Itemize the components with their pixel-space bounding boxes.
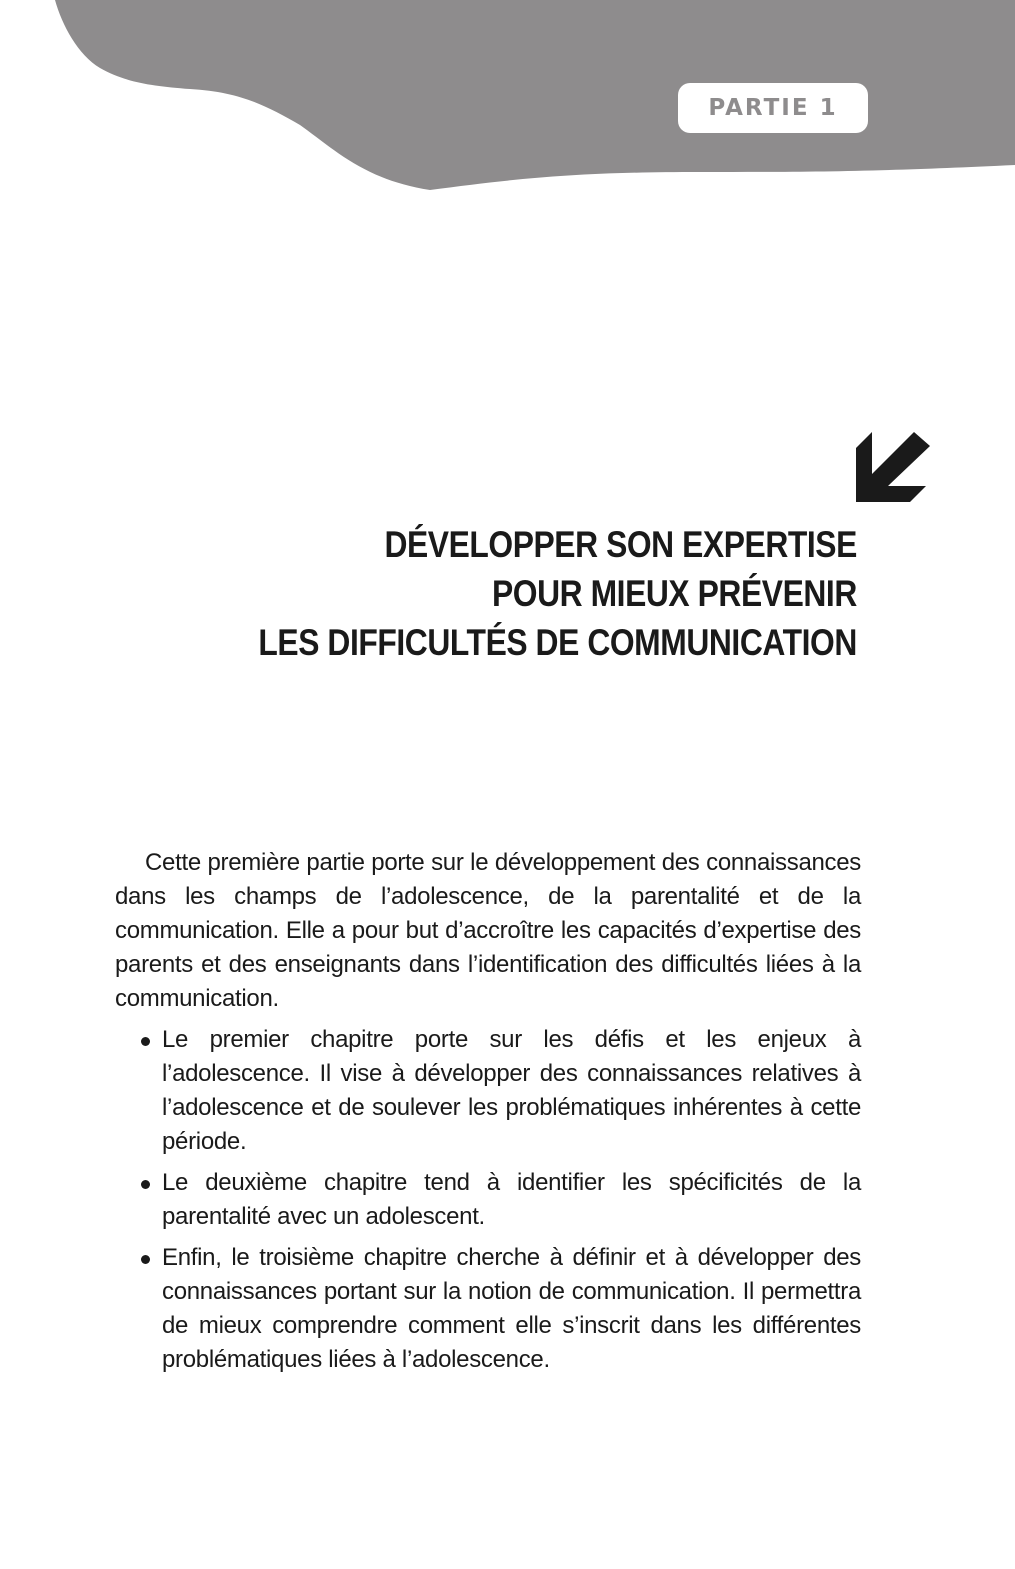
list-item-text: Le premier chapitre porte sur les défis et les enjeux à l’adolescence. Il vise à développer des connaissances relatives à l’adolescence et de soulever les problématiques inhérentes à cette période. <box>162 1026 861 1155</box>
list-item-text: Enfin, le troisième chapitre cherche à définir et à développer des connaissances portant sur la notion de communication. Il permettra de mieux comprendre comment elle s’inscrit dans les différentes problématiques liées à l’adolescence. <box>162 1244 861 1373</box>
arrow-down-left-icon <box>856 428 930 502</box>
intro-paragraph: Cette première partie porte sur le développement des connaissances dans les champs de l’adolescence, de la parentalité et de la communication. Elle a pour but d’accroître les capacités d’expertise des parents et des enseignants dans l’identification des difficultés liées à la communication. <box>115 849 861 1012</box>
list-item <box>115 1166 861 1234</box>
chapter-list <box>115 1023 861 1377</box>
bullet-icon <box>141 1037 150 1046</box>
list-item <box>115 1023 861 1159</box>
part-title <box>161 520 857 667</box>
list-item-text: Le deuxième chapitre tend à identifier les spécificités de la parentalité avec un adolescent. <box>162 1169 861 1230</box>
part-label: PARTIE 1 <box>708 95 838 121</box>
bullet-icon <box>141 1255 150 1264</box>
body-text <box>115 846 861 1384</box>
title-line-3: LES DIFFICULTÉS DE COMMUNICATION <box>258 622 857 663</box>
title-line-2: POUR MIEUX PRÉVENIR <box>492 573 857 614</box>
list-item <box>115 1241 861 1377</box>
part-badge <box>678 83 868 133</box>
bullet-icon <box>141 1180 150 1189</box>
title-line-1: DÉVELOPPER SON EXPERTISE <box>384 524 857 565</box>
